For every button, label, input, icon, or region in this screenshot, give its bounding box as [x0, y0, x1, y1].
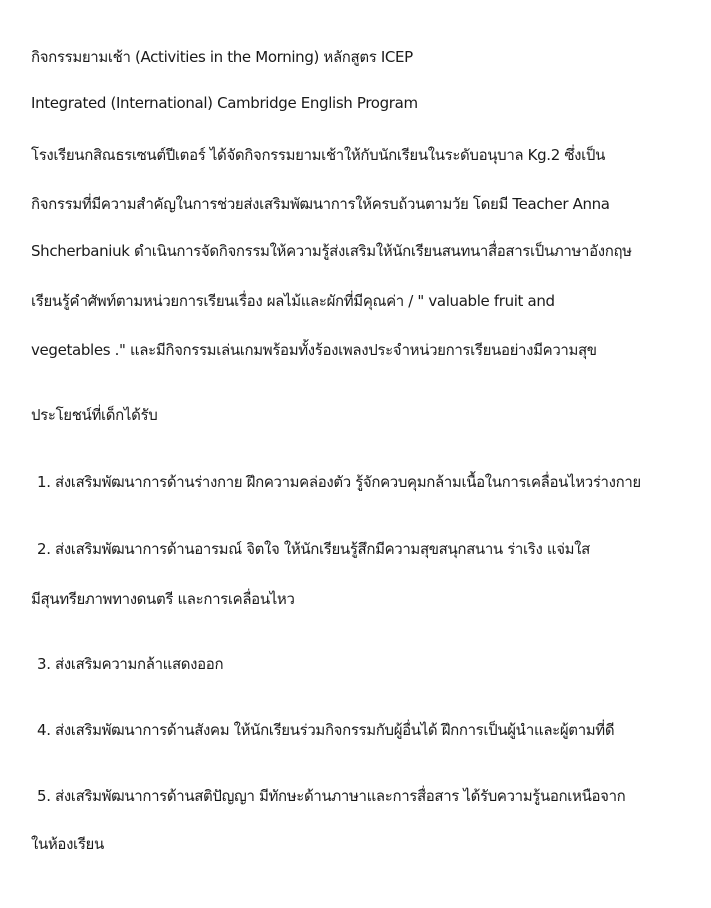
paragraph-line: เรียนรู้คำศัพท์ตามหน่วยการเรียนเรื่อง ผลไม้และผักที่มีคุณค่า / " valuable fruit and — [31, 292, 555, 310]
benefit-item: 3. ส่งเสริมความกล้าแสดงออก — [37, 655, 224, 673]
benefit-item-continuation: ในห้องเรียน — [31, 835, 104, 853]
benefit-item: 1. ส่งเสริมพัฒนาการด้านร่างกาย ฝึกความคล่องตัว รู้จักควบคุมกล้ามเนื้อในการเคลื่อนไหวร่างกาย — [37, 473, 641, 491]
paragraph-line: โรงเรียนกสิณธรเซนต์ปีเตอร์ ได้จัดกิจกรรมยามเช้าให้กับนักเรียนในระดับอนุบาล Kg.2 ซึ่งเป็น — [31, 146, 605, 164]
paragraph-line: กิจกรรมที่มีความสำคัญในการช่วยส่งเสริมพัฒนาการให้ครบถ้วนตามวัย โดยมี Teacher Anna — [31, 195, 610, 213]
benefit-item: 4. ส่งเสริมพัฒนาการด้านสังคม ให้นักเรียนร่วมกิจกรรมกับผู้อื่นได้ ฝึกการเป็นผู้นำและผู้ตามที่ดี — [37, 721, 615, 739]
benefits-heading: ประโยชน์ที่เด็กได้รับ — [31, 406, 158, 424]
benefit-item: 2. ส่งเสริมพัฒนาการด้านอารมณ์ จิตใจ ให้นักเรียนรู้สึกมีความสุขสนุกสนาน ร่าเริง แจ่มใส — [37, 540, 590, 558]
benefit-item: 5. ส่งเสริมพัฒนาการด้านสติปัญญา มีทักษะด้านภาษาและการสื่อสาร ได้รับความรู้นอกเหนือจาก — [37, 787, 626, 805]
benefit-item-continuation: มีสุนทรียภาพทางดนตรี และการเคลื่อนไหว — [31, 590, 295, 608]
program-name: Integrated (International) Cambridge English Program — [31, 94, 418, 112]
document-title: กิจกรรมยามเช้า (Activities in the Morning) หลักสูตร ICEP — [31, 48, 413, 66]
paragraph-line: Shcherbaniuk ดำเนินการจัดกิจกรรมให้ความรู้ส่งเสริมให้นักเรียนสนทนาสื่อสารเป็นภาษาอังกฤษ — [31, 242, 632, 260]
paragraph-line: vegetables ." และมีกิจกรรมเล่นเกมพร้อมทั้งร้องเพลงประจำหน่วยการเรียนอย่างมีความสุข — [31, 341, 597, 359]
